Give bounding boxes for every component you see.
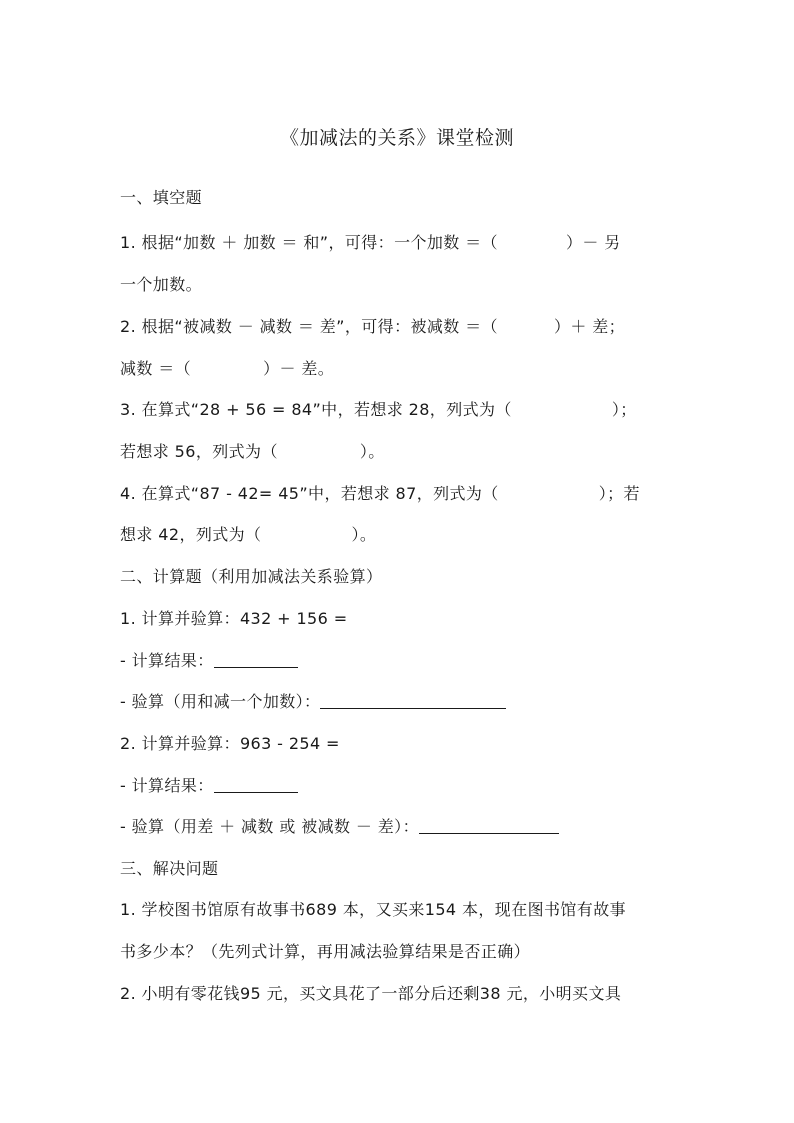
question-3-1-line: 1. 学校图书馆原有故事书689 本，又买来154 本，现在图书馆有故事 (120, 900, 627, 919)
question-1-3-line-2 (120, 440, 680, 464)
check-label: - 验算（用和减一个加数）： (120, 692, 321, 711)
answer-underline[interactable] (214, 776, 298, 793)
check-label: - 验算（用差 ＋ 减数 或 被减数 － 差）： (120, 817, 419, 836)
question-text: ）－ 差。 (263, 359, 335, 378)
question-text: ）； (611, 400, 637, 419)
question-2-2-result (120, 774, 680, 798)
question-1-3-line (120, 398, 680, 422)
question-text: 1. 根据“加数 ＋ 加数 ＝ 和”，可得：一个加数 ＝（ (120, 233, 498, 252)
answer-underline[interactable] (419, 817, 559, 834)
question-text: ）。 (359, 442, 385, 461)
question-text: 想求 42，列式为（ (120, 525, 262, 544)
question-1-1-line (120, 231, 680, 255)
question-text: 2. 根据“被减数 － 减数 ＝ 差”，可得：被减数 ＝（ (120, 317, 498, 336)
answer-underline[interactable] (214, 651, 298, 668)
question-text: ）＋ 差； (553, 317, 626, 336)
page-title: 《加减法的关系》课堂检测 (279, 127, 514, 149)
question-text: 3. 在算式“28 + 56 = 84”中，若想求 28，列式为（ (120, 400, 512, 419)
question-text: ）；若 (598, 484, 640, 503)
section-heading-fill-blank: 一、填空题 (120, 188, 203, 207)
answer-underline[interactable] (320, 692, 506, 709)
question-2-2-check (120, 815, 680, 839)
result-label: - 计算结果： (120, 776, 214, 795)
question-1-2-line (120, 315, 680, 339)
section-heading-calculation: 二、计算题（利用加减法关系验算） (120, 567, 383, 586)
question-2-1-check (120, 690, 680, 714)
question-2-2: 2. 计算并验算：963 - 254 = (120, 734, 340, 753)
section-heading-word-problems: 三、解决问题 (120, 859, 219, 878)
question-text: 4. 在算式“87 - 42= 45”中，若想求 87，列式为（ (120, 484, 499, 503)
question-text: ）。 (351, 525, 377, 544)
question-1-4-line-2 (120, 523, 680, 547)
question-3-2-line: 2. 小明有零花钱95 元，买文具花了一部分后还剩38 元，小明买文具 (120, 984, 622, 1003)
question-2-1: 1. 计算并验算：432 + 156 = (120, 609, 348, 628)
question-1-2-line-2 (120, 357, 680, 381)
question-text: ）－ 另 (565, 233, 621, 252)
question-1-4-line (120, 482, 680, 506)
question-text: 减数 ＝（ (120, 359, 192, 378)
question-2-1-result (120, 649, 680, 673)
result-label: - 计算结果： (120, 651, 214, 670)
question-text: 若想求 56，列式为（ (120, 442, 278, 461)
question-3-1-line-2: 书多少本？（先列式计算，再用减法验算结果是否正确） (120, 942, 531, 961)
question-1-1-line-2: 一个加数。 (120, 275, 203, 294)
